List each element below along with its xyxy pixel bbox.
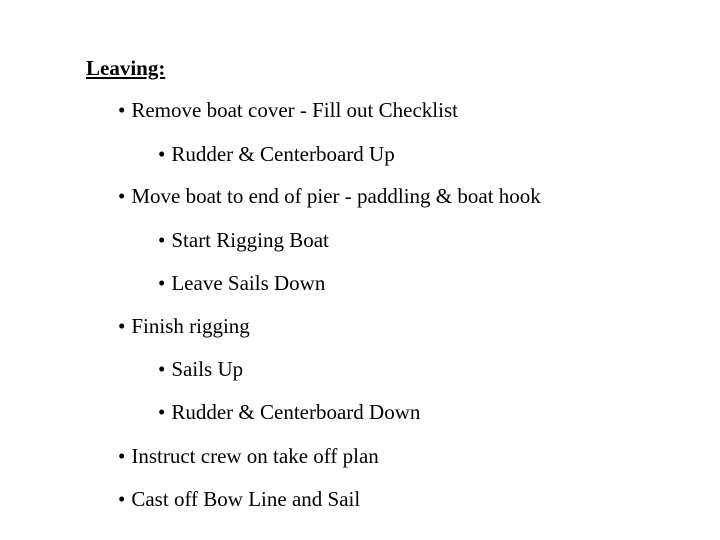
list-item-text: Finish rigging — [131, 314, 250, 338]
bullet: • — [118, 184, 126, 208]
list-item — [118, 486, 360, 512]
list-item — [118, 183, 541, 209]
bullet: • — [118, 487, 126, 511]
list-item — [158, 270, 325, 296]
list-item — [158, 356, 243, 382]
bullet: • — [158, 357, 166, 381]
bullet: • — [158, 228, 166, 252]
bullet: • — [158, 142, 166, 166]
list-item — [158, 227, 329, 253]
bullet: • — [118, 98, 126, 122]
section-heading: Leaving: — [86, 56, 166, 80]
bullet: • — [118, 444, 126, 468]
list-item-text: Rudder & Centerboard Up — [171, 142, 395, 166]
list-item — [158, 141, 395, 167]
list-item — [118, 97, 458, 123]
list-item-text: Rudder & Centerboard Down — [171, 400, 421, 424]
list-item-text: Leave Sails Down — [171, 271, 326, 295]
list-item — [118, 313, 250, 339]
list-item-text: Remove boat cover - Fill out Checklist — [131, 98, 458, 122]
list-item-text: Instruct crew on take off plan — [131, 444, 379, 468]
list-item — [118, 443, 379, 469]
bullet: • — [158, 400, 166, 424]
bullet: • — [118, 314, 126, 338]
list-item-text: Move boat to end of pier - paddling & boat hook — [131, 184, 541, 208]
list-item-text: Cast off Bow Line and Sail — [131, 487, 361, 511]
list-item-text: Sails Up — [171, 357, 244, 381]
bullet: • — [158, 271, 166, 295]
list-item-text: Start Rigging Boat — [171, 228, 329, 252]
list-item — [158, 399, 420, 425]
